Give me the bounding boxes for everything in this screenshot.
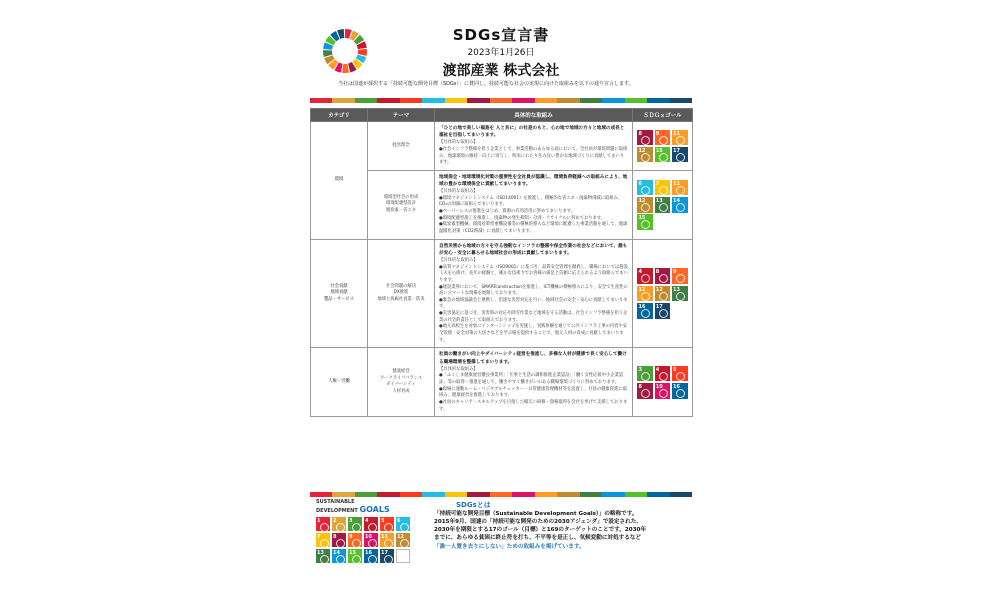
action-item: ●建設業界において、SMARTconstructionを推進し、ICT機械の積極導入により、安全で生産性の高いスマートな現場を展開しております。 [439,284,628,297]
sdgs-goal-icons-grid [316,517,424,563]
sdg-goal-15-tile: 15 [655,147,671,163]
category-label: 環境 [334,177,344,182]
goal-icon [676,372,685,381]
actions-cell [435,170,633,239]
action-subhead: 【具体的な取組み】 [439,257,478,263]
rainbow-segment [422,492,444,497]
goal-icon [659,274,668,283]
sdg-goal-14-tile: 14 [672,197,688,213]
rainbow-divider-top [310,98,692,103]
brand-line1: SUSTAINABLE [316,499,355,505]
goal-icon [676,203,685,212]
goal-icons [635,130,690,163]
goal-icon [336,555,345,564]
sdg-goal-8-tile: 8 [655,268,671,284]
table-row [311,122,693,171]
goal-icon [659,153,668,162]
action-lead: 地域保全・地球環境化対策の重要性を全社員が認識し、環境負荷軽減への取組みにより、地域の豊かな環境保全に貢献してまいります。 [439,174,628,187]
brand-line2: DEVELOPMENT [316,507,358,514]
rainbow-segment [535,98,557,103]
goal-icon [641,372,650,381]
header-category: カテゴリ [311,109,368,122]
rainbow-segment [377,98,399,103]
panel-goal-7-tile: 7 [316,533,330,547]
sdg-goal-10-tile: 10 [655,383,671,399]
rainbow-segment [557,492,579,497]
goal-icon [641,292,650,301]
goal-icon [676,136,685,145]
theme-label: 健康経営 [392,369,410,374]
goal-icon [352,555,361,564]
rainbow-segment [310,492,332,497]
sdg-goal-16-tile: 16 [637,303,653,319]
goal-icon [641,220,650,229]
sdg-goal-17-tile: 17 [655,303,671,319]
action-subhead: 【具体的な取組み】 [439,140,478,146]
explanation-line: 「誰一人置き去りにしない」ための取組みを掲げています。 [434,543,585,550]
goal-icon [641,153,650,162]
panel-goal-10-tile: 10 [364,533,378,547]
category-cell [311,239,368,348]
category-cell [311,348,368,417]
action-item: ●緊急の地域協議会と連携し、迅速な災害対応を行い、地域社会の安全・安心に貢献してまいります。 [439,297,628,310]
rainbow-segment [422,98,444,103]
sdg-goal-13-tile: 13 [672,286,688,302]
sdg-goal-4-tile: 4 [655,366,671,382]
actions-cell [435,122,633,171]
theme-label: 地域と海廊社貢業・防災 [377,296,425,302]
sdg-goal-8-tile: 8 [637,383,653,399]
goal-icon [659,136,668,145]
sdg-goal-12-tile: 12 [637,197,653,213]
declaration-table [310,108,693,417]
rainbow-segment [310,98,332,103]
goal-icon [676,274,685,283]
category-label: 人権・労働 [328,378,350,384]
action-item: ●社会インフラ整備を担う企業として、事業活動のあらゆる面において、全社員が環境問題に取組み、地球環境の維持・向上に寄与し、明来にわたり住み良い豊かな地域づくりに貢献してまいります。 [439,146,628,166]
panel-goal-11-tile: 11 [380,533,394,547]
sdg-goal-11-tile: 11 [672,130,688,146]
header-goals: ＳＤＧｓゴール [633,109,693,122]
rainbow-segment [535,492,557,497]
sdg-goal-3-tile: 3 [637,366,653,382]
explanation-line: 2015年9月、国連の「持続可能な開発のための2030アジェンダ」で設定された、 [434,519,642,526]
rainbow-segment [647,492,669,497]
table-row [311,239,693,348]
sdg-goal-6-tile: 6 [637,180,653,196]
goals-cell [633,122,693,171]
panel-goal-2-tile: 2 [332,517,346,531]
goal-icon [320,555,329,564]
panel-goal-4-tile: 4 [364,517,378,531]
action-subhead: 【具体的な取組み】 [439,189,478,195]
explanation-head: SDGsとは [456,501,491,509]
rainbow-segment [557,98,579,103]
goal-icon [400,539,409,548]
theme-label: ダイバーシティ [386,382,416,388]
sdg-goal-4-tile: 4 [637,268,653,284]
rainbow-segment [355,492,377,497]
rainbow-segment [355,98,377,103]
actions-cell [435,348,633,417]
theme-label: 社会問題の解決 [385,283,417,289]
sdg-goal-15-tile: 15 [637,214,653,230]
goal-icon [659,186,668,195]
goal-icon [659,203,668,212]
sdgs-brand [316,500,424,514]
theme-label: 経営理念 [392,142,410,148]
goal-icon [336,523,345,532]
goal-icon [368,555,377,564]
goal-icon [641,309,650,318]
panel-goal-15-tile: 15 [348,549,362,563]
brand-goals: GOALS [359,504,390,514]
rainbow-segment [445,98,467,103]
theme-cell [368,239,435,348]
action-item: ●地元高校生を対象にインターンシップを実施し、実践体験を通じて公共インフラ工事の内容や安全管理・安全対策の大切さなどを学ぶ場を提供することで、地元人材の育成に貢献してまいります。 [439,324,628,343]
category-label: 社会貢献 [330,283,348,289]
rainbow-segment [490,98,512,103]
theme-cell [368,170,435,239]
goal-icon [641,186,650,195]
sdg-goal-9-tile: 9 [672,268,688,284]
panel-goal-12-tile: 12 [396,533,410,547]
goal-icon [384,555,393,564]
sdg-goal-17-tile: 17 [672,147,688,163]
rainbow-segment [445,492,467,497]
sdgs-explanation [434,500,689,551]
goal-icon [641,274,650,283]
table-row [311,348,693,417]
panel-sdgs-wheel-tile [396,549,410,563]
rainbow-segment [670,98,692,103]
declaration-date: 2023年1月26日 [467,48,535,58]
goal-icon [320,523,329,532]
action-lead: 自然災害から地域の方々を守る強靭なインフラの整備や保全作業の社会などにおいて、誰もが安心・安全に暮らせる地域社会の形成に貢献してまいります。 [439,243,628,256]
goal-icon [676,186,685,195]
sdg-goal-13-tile: 13 [655,197,671,213]
goal-icon [320,539,329,548]
action-item: ●社員のキャリア・スキルアップを目指した幅広い研修・資格取得を会社を挙げて支援しております。 [439,399,628,412]
goal-icons [635,366,690,399]
category-cell [311,122,368,240]
explanation-line: 2030年を期限とする17のゴール（目標）と169のターゲットのことです。2030年 [434,527,647,534]
intro-text: 当社は国連が採択する「持続可能な開発目標（SDGs）」に賛同し、持続可能な社会の実現に向けた取組みを以下の通り宣言します。 [338,81,634,87]
goals-cell [633,170,693,239]
category-label: 製品・サービス [323,296,355,302]
theme-cell [368,348,435,417]
goal-icon [676,389,685,398]
action-item: ●環境配慮型施工を推進し、廃棄物の発生抑制・分別・リサイクルに努めております。 [439,215,606,221]
rainbow-segment [670,492,692,497]
action-lead: 社員の働きがい向上やダイバーシティ経営を推進し、多様な人材が健康で長く安心して働ける職場環境を整備してまいります。 [439,352,627,365]
panel-goal-13-tile: 13 [316,549,330,563]
rainbow-segment [490,492,512,497]
rainbow-segment [647,98,669,103]
rainbow-segment [602,492,624,497]
rainbow-divider-bottom [310,492,692,497]
header-actions: 具体的な取組み [435,109,633,122]
rainbow-segment [467,98,489,103]
action-item: ●災害協定に基づき、災害時の対応や除雪作業など地域を守る活動は、社会インフラ整備を担う企業の社会的責任として取組んでおります。 [439,311,628,323]
table-header-row [311,109,693,122]
goal-icons [635,180,690,230]
sdgs-goals-panel [316,500,424,568]
sdg-goal-12-tile: 12 [637,147,653,163]
goal-icon [336,539,345,548]
sdg-goal-5-tile: 5 [672,366,688,382]
sdg-goal-11-tile: 11 [672,180,688,196]
panel-goal-5-tile: 5 [380,517,394,531]
panel-goal-3-tile: 3 [348,517,362,531]
goal-icon [659,292,668,301]
explanation-line: までに、あらゆる貧困に終止符を打ち、不平等を是正し、気候変動に対処するなど [434,535,641,542]
rainbow-segment [332,98,354,103]
goal-icon [641,389,650,398]
goal-icon [659,309,668,318]
goal-icon [676,153,685,162]
theme-label: 人材育成 [392,388,410,394]
panel-goal-14-tile: 14 [332,549,346,563]
goal-icon [659,372,668,381]
goal-icon [352,539,361,548]
action-item: ●「ふくしま健康経営優良事業所」「仕事と生活の調和推進企業認証」「働く女性応援中小企業認証」等の取得・推進を通して、働きやすく働きがいのある職場環境づくりに努めております。 [439,373,624,385]
rainbow-segment [332,492,354,497]
goal-icon [641,136,650,145]
header-theme: テーマ [368,109,435,122]
sdg-goal-12-tile: 12 [655,286,671,302]
sdg-goal-11-tile: 11 [637,286,653,302]
goals-cell [633,239,693,348]
goal-icon [641,203,650,212]
panel-goal-9-tile: 9 [348,533,362,547]
goal-icon [368,523,377,532]
theme-cell [368,122,435,171]
rainbow-segment [580,98,602,103]
declaration-document [310,18,692,592]
panel-goal-1-tile: 1 [316,517,330,531]
rainbow-segment [512,98,534,103]
rainbow-segment [377,492,399,497]
goal-icons [635,268,690,318]
rainbow-segment [625,492,647,497]
panel-goal-6-tile: 6 [396,517,410,531]
panel-goal-16-tile: 16 [364,549,378,563]
rainbow-segment [580,492,602,497]
action-item: ●品質マネジメントシステム（ISO9001）に基づき、品質安全管理を徹底し、職場においては施設工夫を心掛け、長年の経験と、確かな技術力でお客様の満足と信頼に応えられるよう取組んでまいります。 [439,264,628,283]
action-item: ●環境マネジメントシステム（ISO14001）を推進し、積極的な省エネ・廃棄物削減に取組み、CO₂の削減に取組んでまいります。 [439,195,623,208]
table-row [311,170,693,239]
page-title: SDGs宣言書 [452,26,550,44]
sdg-goal-9-tile: 9 [655,130,671,146]
goals-cell [633,348,693,417]
action-item: ●ペーパーレスの推進をはじめ、資源の有効活用に努めてまいります。 [439,209,576,215]
rainbow-segment [400,98,422,103]
sdg-goal-16-tile: 16 [672,383,688,399]
theme-label: ワークライフバランス [379,375,423,381]
panel-goal-17-tile: 17 [380,549,394,563]
sdg-goal-7-tile: 7 [655,180,671,196]
action-item: ●現場に運動ルーム・ベジタブルチェッカー・日常健康管理機材等を設置し、社員の健康促進に取組み、健康経営を推進しております。 [439,386,628,399]
category-label: 地域貢献 [330,290,348,296]
action-lead: 「ひとの地で美しい福島を 人と共に」の社是のもと、心の地で地域の方々と地域の成長と福祉を目指してまいります。 [439,126,625,139]
sdg-goal-8-tile: 8 [637,130,653,146]
theme-label: 環境型社会の形成 [383,194,419,200]
rainbow-segment [512,492,534,497]
theme-label: 脱炭素・省エネ [385,208,417,214]
rainbow-segment [625,98,647,103]
action-item: ●低炭素型機械、環境対策型重機設備等の積極的導入など環境に配慮した事業活動を通して、地球温暖化対策（CO2削減）に貢献してまいります。 [439,222,628,234]
rainbow-segment [400,492,422,497]
action-subhead: 【具体的な取組み】 [439,366,478,372]
goal-icon [352,523,361,532]
rainbow-segment [467,492,489,497]
goal-icon [400,523,409,532]
goal-icon [384,539,393,548]
goal-icon [659,389,668,398]
theme-label: DX推進 [393,290,409,296]
rainbow-segment [602,98,624,103]
goal-icon [384,523,393,532]
panel-goal-8-tile: 8 [332,533,346,547]
theme-label: 環境配慮型設計 [385,201,417,207]
company-name: 渡部産業 株式会社 [442,63,560,79]
explanation-line: 「持続可能な開発目標（Sustainable Development Goals）」の略称です。 [434,511,638,518]
goal-icon [368,539,377,548]
goal-icon [676,292,685,301]
actions-cell [435,239,633,348]
